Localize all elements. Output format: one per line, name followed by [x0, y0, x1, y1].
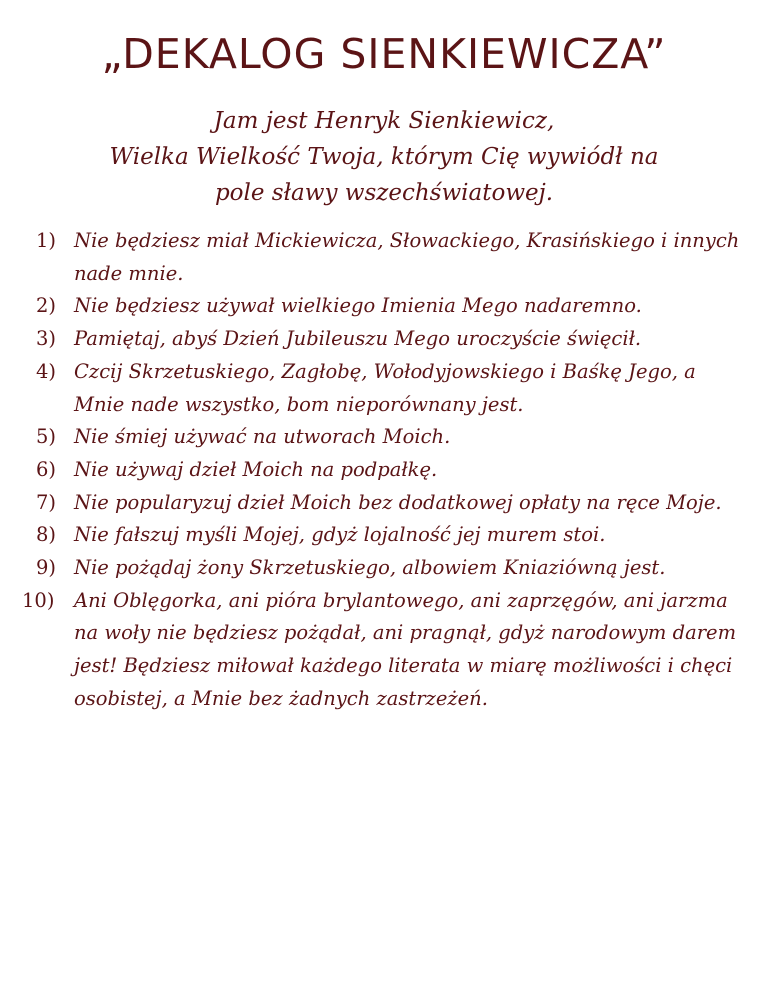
commandment-number: 6) [36, 457, 57, 481]
commandment-item [0, 552, 768, 585]
commandment-item [0, 487, 768, 520]
commandment-item [0, 585, 768, 716]
commandment-number: 2) [36, 294, 57, 318]
commandment-number: 4) [36, 359, 57, 383]
commandment-number: 8) [36, 523, 57, 547]
commandment-text: Nie fałszuj myśli Mojej, gdyż lojalność jej murem stoi. [74, 523, 606, 547]
commandment-item [0, 290, 768, 323]
commandment-item [0, 454, 768, 487]
commandment-text: Czcij Skrzetuskiego, Zagłobę, Wołodyjowskiego i Baśkę Jego, a Mnie nade wszystko, bom nieporównany jest. [74, 359, 696, 416]
commandment-number: 9) [36, 556, 57, 580]
commandment-text: Pamiętaj, abyś Dzień Jubileuszu Mego uroczyście święcił. [74, 327, 642, 351]
commandment-item [0, 519, 768, 552]
commandments-list [0, 225, 768, 716]
commandment-text: Nie śmiej używać na utworach Moich. [74, 425, 451, 449]
commandment-text: Nie używaj dzieł Moich na podpałkę. [74, 457, 438, 481]
commandment-text: Ani Oblęgorka, ani pióra brylantowego, ani zaprzęgów, ani jarzma na woły nie będziesz pożądał, ani pragnął, gdyż narodowym darem jest! Będziesz miłował każdego literata w miarę możliwości i chęci osobistej, a Mnie bez żadnych zastrzeżeń. [74, 588, 737, 710]
intro-line: Jam jest Henryk Sienkiewicz, [213, 108, 555, 134]
commandment-item [0, 225, 768, 290]
page-title: „DEKALOG SIENKIEWICZA” [101, 30, 667, 78]
commandment-number: 5) [36, 425, 57, 449]
intro-line: pole sławy wszechświatowej. [214, 180, 554, 206]
commandment-item [0, 421, 768, 454]
intro-line: Wielka Wielkość Twoja, którym Cię wywiódł na [109, 144, 659, 170]
commandment-text: Nie pożądaj żony Skrzetuskiego, albowiem Kniaziówną jest. [74, 556, 666, 580]
intro-paragraph [20, 103, 748, 211]
commandment-item [0, 356, 768, 421]
commandment-text: Nie będziesz miał Mickiewicza, Słowackiego, Krasińskiego i innych nade mnie. [74, 229, 740, 285]
commandment-text: Nie będziesz używał wielkiego Imienia Mego nadaremno. [74, 294, 642, 318]
commandment-number: 1) [36, 229, 57, 252]
commandment-number: 7) [36, 490, 57, 514]
commandment-item [0, 323, 768, 356]
commandment-number: 10) [22, 588, 55, 612]
commandment-text: Nie popularyzuj dzieł Moich bez dodatkowej opłaty na ręce Moje. [74, 490, 722, 514]
commandment-number: 3) [36, 327, 57, 351]
